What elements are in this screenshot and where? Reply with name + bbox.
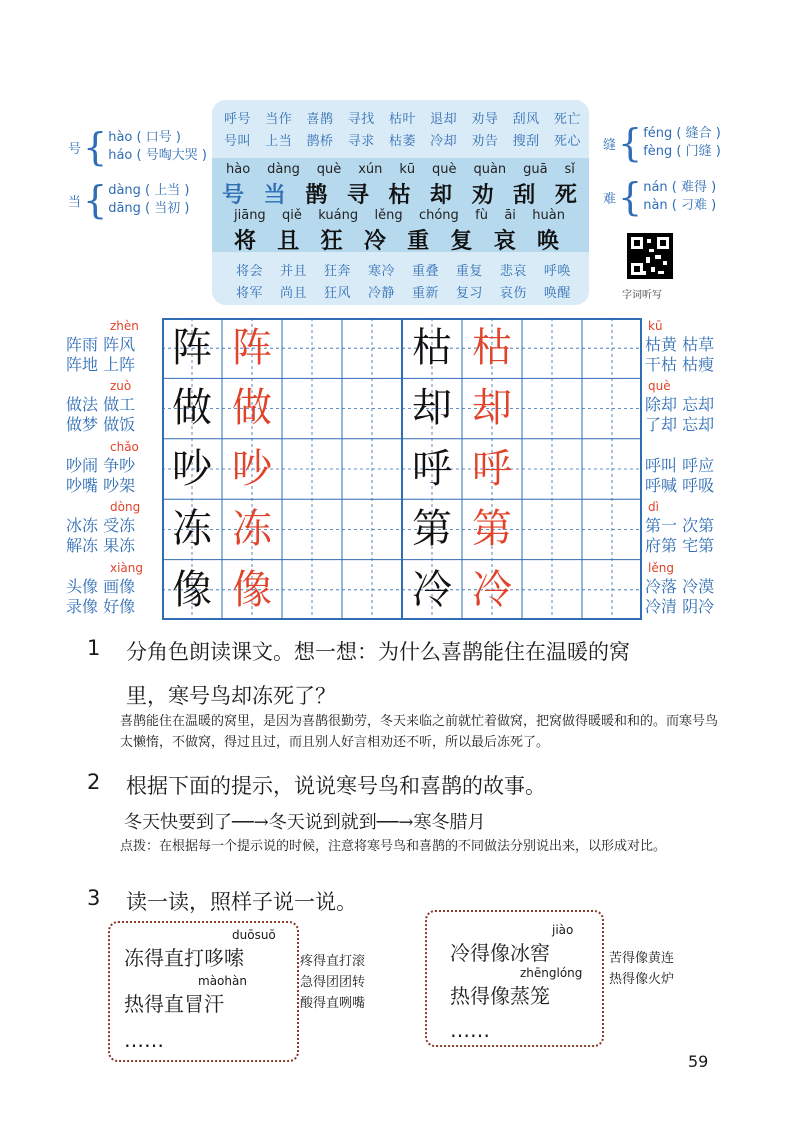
vocab-word: 上当 [265, 134, 293, 149]
question-1-number: 1 [87, 636, 101, 660]
poly-note-feng [603, 121, 721, 165]
side-phrase: 热得像火炉 [609, 972, 675, 987]
side-word-pair: 第一 次第 [645, 516, 715, 536]
pinyin-zhenglong: zhēnglóng [520, 966, 583, 980]
question-3-text: 读一读，照样子说一说。 [126, 890, 357, 914]
poly-note-dang [68, 178, 190, 222]
vocab-word: 冷静 [367, 286, 395, 301]
grid-character: 像 [232, 566, 272, 613]
question-1-line-1: 分角色朗读课文。想一想：为什么喜鹊能住在温暖的窝 [126, 640, 630, 664]
vocab-word: 呼号 [224, 112, 252, 127]
vocab-word: 重新 [411, 286, 439, 301]
side-word-pair: 呼喊 呼吸 [645, 475, 715, 495]
side-word-group [645, 577, 714, 617]
story-hint-flow: 冬天快要到了──→冬天说到就到──→寒冬腊月 [124, 812, 486, 833]
poly-reading: féng ( 缝合 ) [643, 126, 721, 141]
side-word-pair: 做法 做工 [66, 395, 136, 415]
grid-character: 枯 [412, 325, 452, 371]
side-word-pair: 吵嘴 吵架 [66, 475, 136, 495]
side-word-pair: 解冻 果冻 [66, 536, 136, 556]
vocab-character: 死 [554, 182, 577, 208]
side-word-pair: 枯黄 枯草 [645, 335, 715, 354]
vocab-pinyin: fù [475, 208, 488, 223]
vocab-pinyin: āi [504, 208, 516, 223]
vocab-character: 冷 [363, 228, 386, 254]
side-word-pair: 了却 忘却 [645, 415, 715, 435]
grid-character: 枯 [472, 325, 512, 371]
grid-character: 冷 [412, 566, 452, 613]
tip-label: 点拨： [120, 839, 160, 854]
vocab-pinyin: guā [523, 162, 548, 177]
vocab-character: 寻 [346, 182, 369, 208]
grid-character: 吵 [172, 445, 212, 492]
vocab-character: 劝 [471, 182, 494, 208]
grid-character: 第 [472, 506, 512, 553]
grid-character: 吵 [232, 445, 272, 492]
side-word-pair: 做梦 做饭 [66, 415, 136, 435]
question-3-number: 3 [87, 886, 101, 910]
vocab-pinyin: jiāng [234, 208, 266, 223]
vocab-pinyin: dàng [267, 162, 300, 177]
poly-reading: nán ( 难得 ) [643, 180, 717, 195]
vocab-word: 退却 [430, 112, 458, 127]
brace-icon: { [618, 121, 643, 165]
brace-icon: { [83, 125, 108, 169]
question-2-text: 根据下面的提示，说说寒号鸟和喜鹊的故事。 [126, 774, 546, 798]
side-pinyin: zhèn [110, 319, 139, 333]
poly-note-hao [68, 125, 207, 169]
example-1-line-2: 热得直冒汗 [124, 992, 224, 1016]
vocab-word: 劝导 [471, 112, 499, 127]
vocab-word: 呼唤 [543, 264, 571, 279]
example-2-line-2: 热得像蒸笼 [450, 984, 550, 1008]
vocab-word: 劝告 [471, 134, 499, 149]
grid-character: 却 [412, 385, 452, 432]
vocab-word: 鹊桥 [306, 134, 334, 149]
example-1-more: …… [124, 1028, 164, 1052]
vocab-word: 并且 [279, 264, 307, 279]
vocab-pinyin: què [316, 162, 342, 177]
poly-char: 难 [603, 191, 617, 207]
grid-character: 阵 [172, 325, 212, 371]
vocab-character: 却 [430, 182, 453, 208]
vocab-word: 哀伤 [499, 286, 527, 301]
example-1-side-list [300, 951, 365, 1014]
vocab-word: 将军 [236, 286, 264, 301]
poly-reading: fèng ( 门缝 ) [643, 144, 721, 159]
poly-reading: nàn ( 刁难 ) [643, 198, 717, 213]
vocab-pinyin: sǐ [564, 162, 575, 177]
side-word-pair: 府第 宅第 [645, 536, 715, 556]
vocab-bottom-row-1 [236, 260, 571, 279]
vocab-word: 死亡 [553, 112, 581, 127]
vocab-word: 寻求 [347, 134, 375, 149]
side-word-group [645, 395, 714, 435]
answer-1: 喜鹊能住在温暖的窝里，是因为喜鹊很勤劳，冬天来临之前就忙着做窝，把窝做得暖暖和和的。而寒号鸟太懒惰，不做窝，得过且过，而且别人好言相劝还不听，所以最后冻死了。 [120, 714, 719, 750]
brace-icon: { [83, 178, 108, 222]
side-phrase: 苦得像黄连 [609, 951, 675, 966]
side-word-pair: 冷落 冷漠 [645, 576, 715, 596]
vocab-pinyin-row-2 [234, 208, 565, 223]
vocab-pinyin: qiě [282, 208, 302, 223]
vocab-pinyin: kū [399, 162, 416, 177]
side-word-group [66, 395, 135, 435]
vocab-character: 唤 [536, 228, 559, 254]
vocab-word: 冷却 [430, 134, 458, 149]
side-word-pair: 录像 好像 [66, 596, 136, 616]
grid-character: 冻 [232, 506, 272, 553]
vocab-word: 刮风 [512, 112, 540, 127]
side-word-pair: 呼叫 呼应 [645, 455, 715, 475]
vocab-character: 当 [263, 182, 286, 208]
side-word-pair: 冰冻 受冻 [66, 516, 136, 536]
side-pinyin: lěng [648, 560, 674, 575]
vocab-char-row-2 [234, 224, 559, 255]
side-word-pair: 阵地 上阵 [66, 355, 136, 374]
side-pinyin: dì [648, 500, 659, 515]
example-2-side-list [609, 948, 674, 990]
vocab-word: 死心 [553, 134, 581, 149]
vocab-pinyin: huàn [532, 208, 565, 223]
side-word-pair: 头像 画像 [66, 576, 136, 596]
vocab-word: 寒冷 [367, 264, 395, 279]
side-pinyin: zuò [110, 379, 132, 394]
brace-icon: { [618, 175, 643, 219]
poly-char: 缝 [603, 137, 617, 153]
grid-character: 阵 [232, 325, 272, 371]
side-word-group [645, 516, 714, 556]
side-phrase: 急得团团转 [300, 975, 366, 990]
vocab-word: 重叠 [411, 264, 439, 279]
side-word-pair: 干枯 枯瘦 [645, 355, 715, 374]
vocab-top-row-2 [224, 130, 581, 149]
side-pinyin: xiàng [110, 560, 144, 575]
side-pinyin: chǎo [110, 439, 139, 454]
pinyin-duosuo: duōsuō [232, 928, 276, 942]
side-phrase: 疼得直打滚 [300, 954, 366, 969]
side-pinyin: kū [648, 319, 663, 333]
poly-reading: dàng ( 上当 ) [108, 183, 190, 198]
question-1-line-2: 里，寒号鸟却冻死了？ [126, 684, 336, 708]
vocab-word: 唤醒 [543, 286, 571, 301]
vocab-pinyin: xún [358, 162, 383, 177]
poly-reading: hào ( 口号 ) [108, 130, 181, 145]
vocab-pinyin: què [432, 162, 457, 177]
vocab-word: 复习 [455, 286, 483, 301]
vocab-character: 鹊 [305, 182, 328, 208]
side-word-group [66, 456, 135, 496]
vocab-pinyin: chóng [418, 208, 459, 223]
side-word-group [645, 335, 714, 375]
grid-character: 却 [472, 385, 512, 432]
qr-code-icon[interactable] [627, 233, 673, 279]
vocab-pinyin: quàn [473, 162, 507, 177]
vocab-word: 重复 [455, 264, 483, 279]
grid-character: 冷 [472, 566, 512, 613]
vocab-word: 狂风 [323, 286, 351, 301]
vocab-character: 枯 [388, 182, 411, 208]
vocab-word: 悲哀 [499, 264, 527, 279]
grid-character: 呼 [472, 445, 512, 492]
poly-note-nan [603, 175, 717, 219]
vocab-word: 搜刮 [512, 134, 540, 149]
vocab-pinyin: hào [226, 162, 251, 177]
question-2-number: 2 [87, 770, 101, 794]
side-phrase: 酸得直咧嘴 [300, 996, 366, 1011]
vocab-character: 刮 [513, 182, 536, 208]
vocab-character: 哀 [493, 228, 516, 254]
grid-character: 冻 [172, 506, 212, 553]
side-word-pair: 吵闹 争吵 [66, 455, 136, 475]
grid-character: 做 [232, 385, 272, 432]
vocab-bottom-row-2 [236, 282, 571, 301]
vocab-word: 当作 [265, 112, 293, 127]
grid-character: 做 [172, 385, 212, 432]
side-pinyin: què [648, 379, 671, 394]
vocab-word: 号叫 [224, 134, 252, 149]
grid-character: 呼 [412, 445, 452, 492]
example-2-more: …… [450, 1018, 490, 1042]
pinyin-jiao: jiào [552, 923, 574, 937]
poly-char: 当 [68, 194, 82, 210]
vocab-word: 狂奔 [323, 264, 351, 279]
vocab-pinyin: lěng [374, 208, 403, 223]
side-pinyin: dòng [110, 500, 141, 515]
side-word-group [66, 335, 135, 375]
example-2-line-1: 冷得像冰窖 [450, 941, 550, 965]
side-word-pair: 冷清 阴冷 [645, 596, 715, 616]
side-word-group [66, 516, 135, 556]
side-word-pair: 阵雨 阵风 [66, 335, 136, 354]
side-word-group [66, 577, 135, 617]
vocab-character: 号 [222, 182, 245, 208]
vocab-character: 将 [234, 228, 257, 254]
vocab-character: 重 [407, 228, 430, 254]
vocab-character: 狂 [320, 228, 343, 254]
pinyin-maohan: màohàn [198, 974, 247, 988]
poly-char: 号 [68, 141, 82, 157]
side-word-group [645, 456, 714, 496]
vocab-word: 枯叶 [388, 112, 416, 127]
grid-character: 第 [412, 506, 452, 553]
example-1-line-1: 冻得直打哆嗦 [124, 946, 244, 970]
qr-caption: 字词听写 [622, 290, 662, 301]
vocab-word: 寻找 [347, 112, 375, 127]
vocab-top-row-1 [224, 108, 581, 127]
vocab-pinyin: kuáng [318, 208, 359, 223]
vocab-character: 且 [277, 228, 300, 254]
poly-reading: dāng ( 当初 ) [108, 201, 190, 216]
vocab-character: 复 [450, 228, 473, 254]
vocab-word: 将会 [236, 264, 264, 279]
grid-character: 像 [172, 566, 212, 613]
tip-body: 在根据每一个提示说的时候，注意将寒号鸟和喜鹊的不同做法分别说出来，以形成对比。 [159, 839, 667, 854]
vocab-word: 尚且 [279, 286, 307, 301]
vocab-pinyin-row-1 [226, 162, 575, 177]
page-number: 59 [688, 1052, 709, 1071]
vocab-word: 枯萎 [388, 134, 416, 149]
vocab-char-row-1 [222, 178, 577, 209]
vocab-word: 喜鹊 [306, 112, 334, 127]
tip-text [120, 836, 730, 857]
vocabulary-box [212, 100, 589, 305]
side-word-pair: 除却 忘却 [645, 395, 715, 415]
poly-reading: háo ( 号啕大哭 ) [108, 148, 207, 163]
